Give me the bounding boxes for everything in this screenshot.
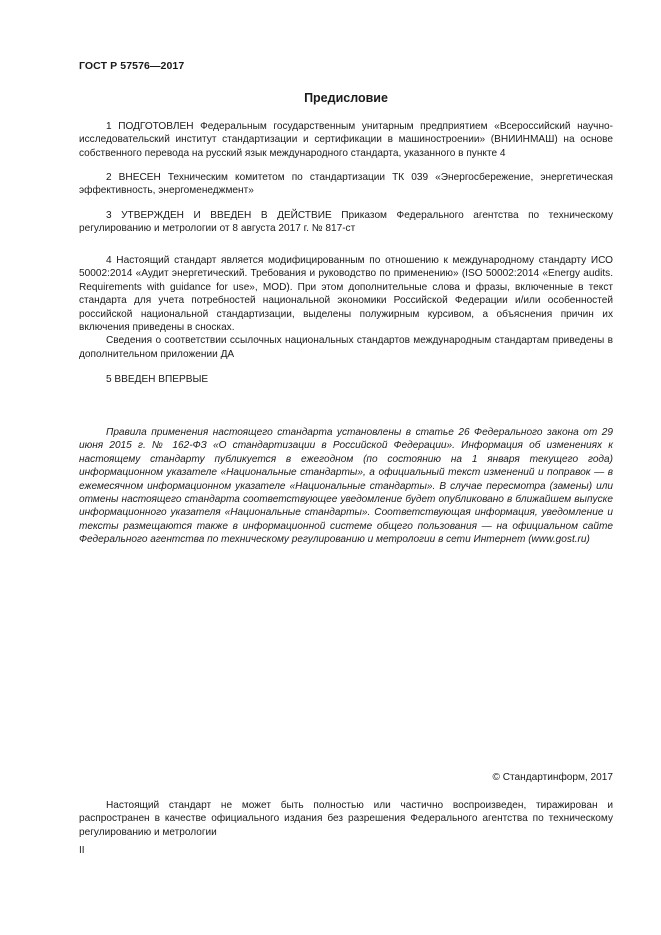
foreword-item-5 <box>79 373 613 386</box>
foreword-item-2-text: 2 ВНЕСЕН Техническим комитетом по стандартизации ТК 039 «Энергосбережение, энергетическая эффективность, энергоменеджмент» <box>79 172 613 197</box>
copyright: © Стандартинформ, 2017 <box>492 772 613 783</box>
reproduction-notice: Настоящий стандарт не может быть полностью или частично воспроизведен, тиражирован и распространен в качестве официального издания без разрешения Федерального агентства по техническому регулированию и метрологии <box>79 800 613 838</box>
foreword-item-4 <box>79 254 613 361</box>
document-code: ГОСТ Р 57576—2017 <box>79 60 185 72</box>
foreword-item-1-text: 1 ПОДГОТОВЛЕН Федеральным государственным унитарным предприятием «Всероссийский научно-исследовательский институт стандартизации и сертификации в машиностроении» (ВНИИНМАШ) на основе собственного перевода на русский язык международного стандарта, указанного в пункте 4 <box>79 121 613 159</box>
foreword-item-3 <box>79 209 613 236</box>
foreword-item-2 <box>79 171 613 198</box>
foreword-item-4-note: Сведения о соответствии ссылочных национальных стандартов международным стандартам приведены в дополнительном приложении ДА <box>79 335 613 360</box>
page-number: II <box>79 845 85 856</box>
foreword-title: Предисловие <box>304 91 388 105</box>
application-notice <box>79 426 613 547</box>
foreword-item-3-text: 3 УТВЕРЖДЕН И ВВЕДЕН В ДЕЙСТВИЕ Приказом Федерального агентства по техническому регулированию и метрологии от 8 августа 2017 г. № 817-ст <box>79 210 613 235</box>
application-notice-text: Правила применения настоящего стандарта установлены в статье 26 Федерального закона от 29 июня 2015 г. № 162-ФЗ «О стандартизации в Российской Федерации». Информация об изменениях к настоящему стандарту публикуется в ежегодном (по состоянию на 1 января текущего года) информационном указателе «Национальные стандарты», а официальный текст изменений и поправок — в ежемесячном информационном указателе «Национальные стандарты». В случае пересмотра (замены) или отмены настоящего стандарта соответствующее уведомление будет опубликовано в ближайшем выпуске информационного указателя «Национальные стандарты». Соответствующая информация, уведомление и тексты размещаются также в информационной системе общего пользования — на официальном сайте Федерального агентства по техническому регулированию и метрологии в сети Интернет (www.gost.ru) <box>79 427 613 546</box>
foreword-item-4-text: 4 Настоящий стандарт является модифицированным по отношению к международному стандарту ИСО 50002:2014 «Аудит энергетический. Требования и руководство по применению» (ISO 50002:2014 «Energy audits. Requirements with guidance for use», MOD). При этом дополнительные слова и фразы, включенные в текст стандарта для учета потребностей национальной экономики Российской Федерации и/или особенностей российской национальной стандартизации, выделены полужирным курсивом, а объяснения причин их включения приведены в сносках. <box>79 255 613 334</box>
foreword-item-5-text: 5 ВВЕДЕН ВПЕРВЫЕ <box>106 374 209 385</box>
foreword-item-1 <box>79 120 613 160</box>
